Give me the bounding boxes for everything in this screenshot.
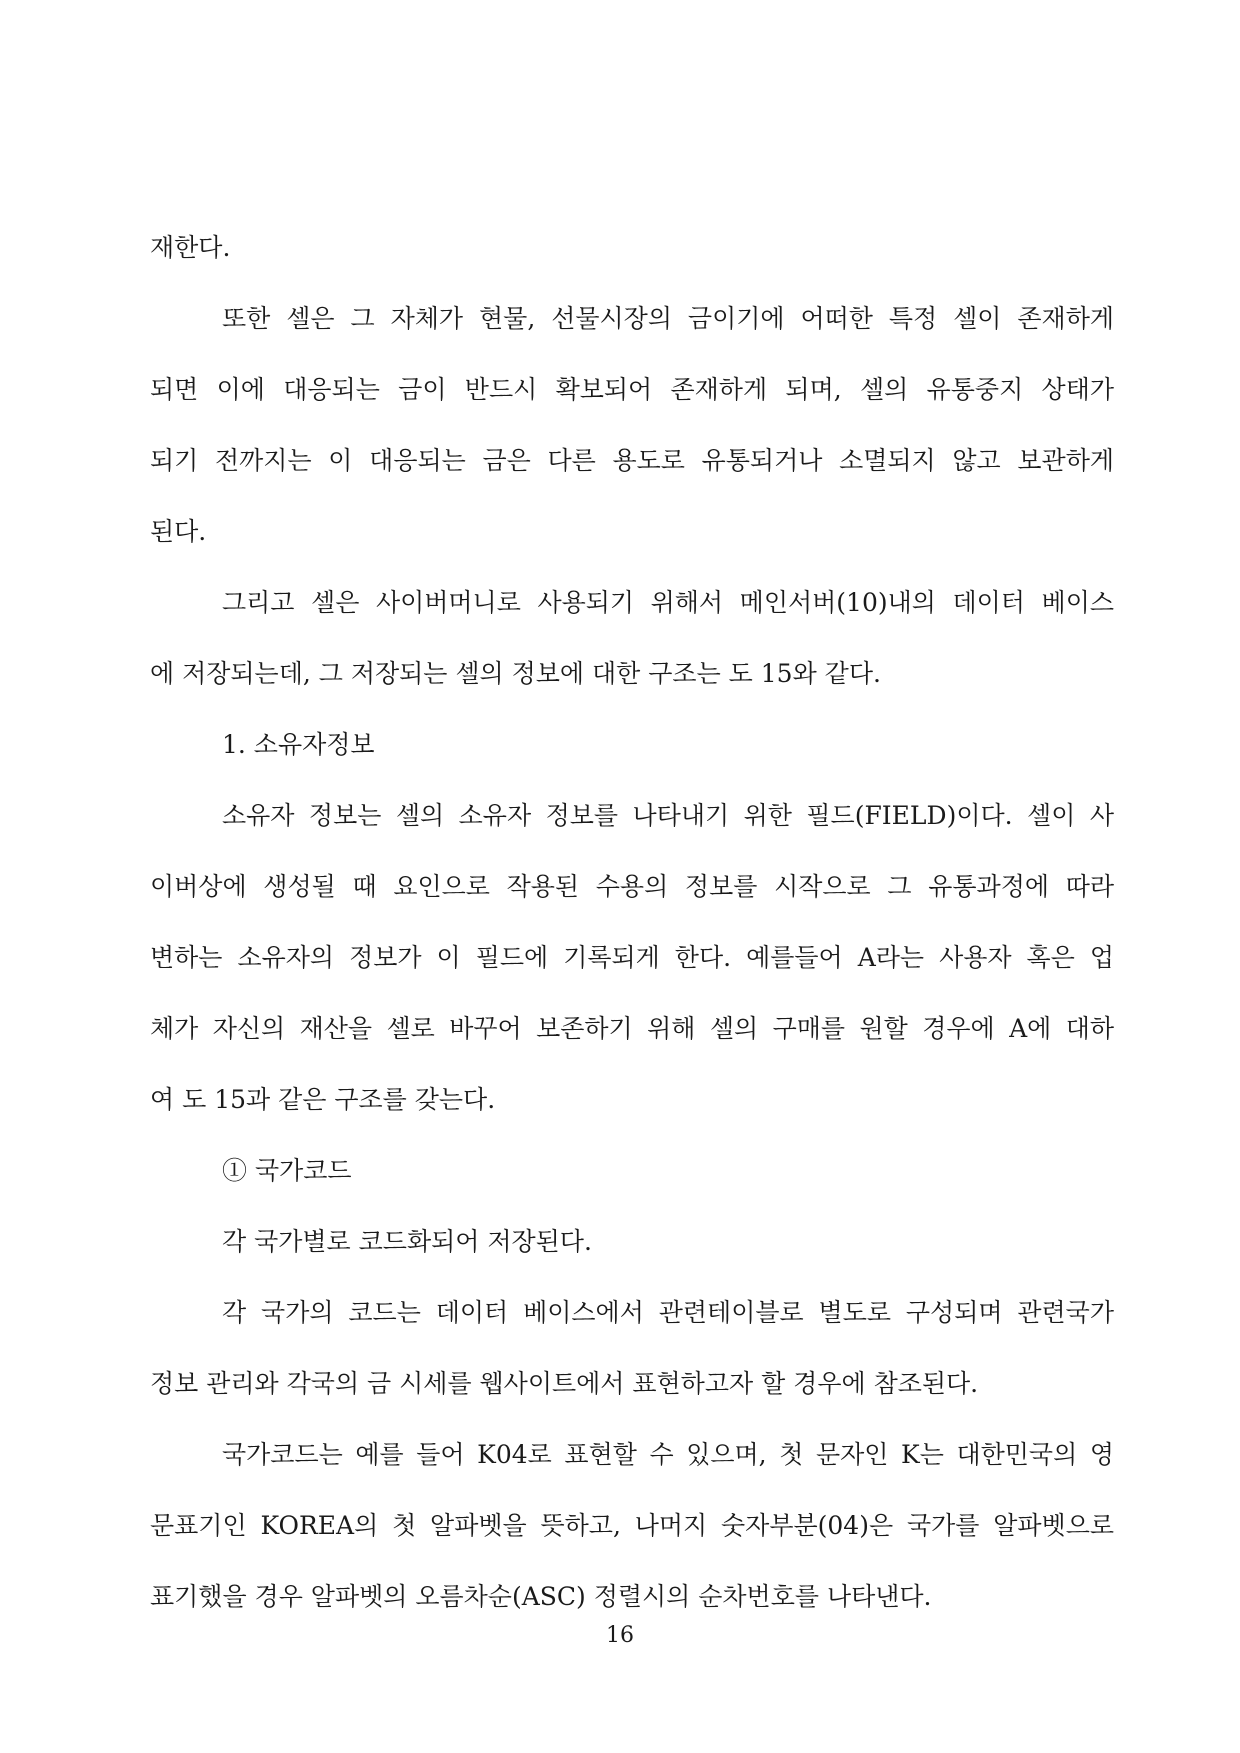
section-heading: 1. 소유자정보 (222, 730, 375, 759)
text-line: 소유자 정보는 셀의 소유자 정보를 나타내기 위한 필드(FIELD)이다. 셀이 사 (222, 801, 1114, 830)
text-line: 각 국가의 코드는 데이터 베이스에서 관련테이블로 별도로 구성되며 관련국가 (222, 1298, 1114, 1327)
text-line: 되면 이에 대응되는 금이 반드시 확보되어 존재하게 되며, 셀의 유통중지 상태가 (150, 375, 1114, 404)
text-line: 된다. (150, 517, 207, 546)
text-line: 그리고 셀은 사이버머니로 사용되기 위해서 메인서버(10)내의 데이터 베이스 (222, 588, 1114, 617)
text-line: 재한다. (150, 233, 231, 262)
text-line: 여 도 15과 같은 구조를 갖는다. (150, 1085, 496, 1114)
page-number: 16 (606, 1623, 634, 1648)
text-line: 국가코드는 예를 들어 K04로 표현할 수 있으며, 첫 문자인 K는 대한민국의 영 (222, 1440, 1114, 1469)
subsection-heading: ① 국가코드 (222, 1156, 352, 1185)
text-line: 되기 전까지는 이 대응되는 금은 다른 용도로 유통되거나 소멸되지 않고 보관하게 (150, 446, 1114, 475)
text-line: 변하는 소유자의 정보가 이 필드에 기록되게 한다. 예를들어 A라는 사용자 혹은 업 (150, 943, 1114, 972)
text-line: 이버상에 생성될 때 요인으로 작용된 수용의 정보를 시작으로 그 유통과정에 따라 (150, 872, 1114, 901)
text-line: 문표기인 KOREA의 첫 알파벳을 뜻하고, 나머지 숫자부분(04)은 국가를 알파벳으로 (150, 1511, 1114, 1540)
text-line: 에 저장되는데, 그 저장되는 셀의 정보에 대한 구조는 도 15와 같다. (150, 659, 881, 688)
text-line: 또한 셀은 그 자체가 현물, 선물시장의 금이기에 어떠한 특정 셀이 존재하게 (222, 304, 1114, 333)
text-line: 표기했을 경우 알파벳의 오름차순(ASC) 정렬시의 순차번호를 나타낸다. (150, 1582, 932, 1611)
text-line: 각 국가별로 코드화되어 저장된다. (222, 1227, 592, 1256)
text-line: 정보 관리와 각국의 금 시세를 웹사이트에서 표현하고자 할 경우에 참조된다. (150, 1369, 979, 1398)
text-line: 체가 자신의 재산을 셀로 바꾸어 보존하기 위해 셀의 구매를 원할 경우에 A에 대하 (150, 1014, 1114, 1043)
